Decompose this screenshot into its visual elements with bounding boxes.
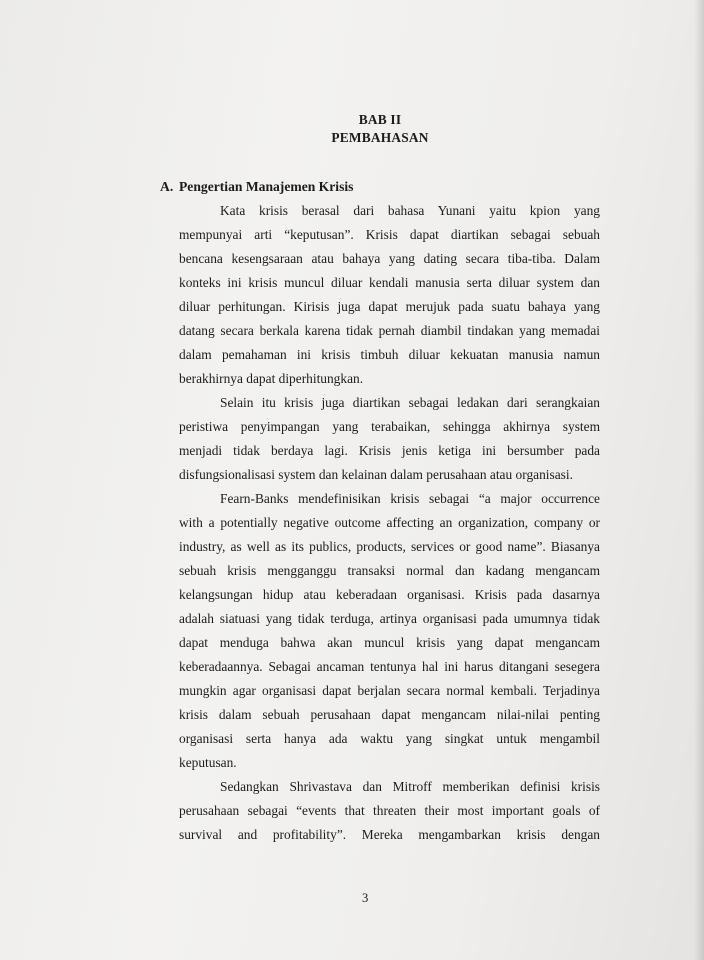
paragraph-line: mempunyai arti “keputusan”. Krisis dapat diartikan sebagai sebuah	[179, 227, 600, 242]
paragraph-line: keputusan.	[179, 755, 237, 770]
paragraph-line: dapat menduga bahwa akan muncul krisis yang dapat mengancam	[179, 635, 600, 650]
chapter-title: PEMBAHASAN	[331, 130, 429, 145]
paragraph-line: kelangsungan hidup atau keberadaan organisasi. Krisis pada dasarnya	[179, 587, 600, 602]
paragraph-line: keberadaannya. Sebagai ancaman tentunya hal ini harus ditangani sesegera	[179, 659, 600, 674]
paragraph-line: with a potentially negative outcome affecting an organization, company or	[179, 515, 600, 530]
section-marker: A.	[160, 179, 174, 194]
page-number: 3	[362, 891, 369, 905]
paragraph-line: datang secara berkala karena tidak pernah diambil tindakan yang memadai	[179, 323, 600, 338]
paragraph-line: organisasi serta hanya ada waktu yang singkat untuk mengambil	[179, 731, 600, 746]
paragraph-line: disfungsionalisasi system dan kelainan dalam perusahaan atau organisasi.	[179, 467, 573, 482]
paragraph-line: menjadi tidak berdaya lagi. Krisis jenis ketiga ini bersumber pada	[179, 443, 600, 458]
paragraph-line: Selain itu krisis juga diartikan sebagai ledakan dari serangkaian	[220, 395, 600, 410]
paragraph-line: industry, as well as its publics, products, services or good name”. Biasanya	[179, 539, 600, 554]
section-heading-text: Pengertian Manajemen Krisis	[179, 179, 354, 194]
chapter-number: BAB II	[358, 112, 402, 127]
paragraph-line: bencana kesengsaraan atau bahaya yang dating secara tiba-tiba. Dalam	[179, 251, 600, 266]
paragraph-line: diluar perhitungan. Kirisis juga dapat merujuk pada suatu bahaya yang	[179, 299, 600, 314]
paragraph-line: Fearn-Banks mendefinisikan krisis sebagai “a major occurrence	[220, 491, 600, 506]
paragraph-line: krisis dalam sebuah perusahaan dapat mengancam nilai-nilai penting	[179, 707, 600, 722]
section-heading	[160, 179, 353, 195]
paragraph-line: Sedangkan Shrivastava dan Mitroff memberikan definisi krisis	[220, 779, 600, 794]
paragraph-line: mungkin agar organisasi dapat berjalan secara normal kembali. Terjadinya	[179, 683, 600, 698]
paragraph-line: peristiwa penyimpangan yang terabaikan, sehingga akhirnya system	[179, 419, 600, 434]
paragraph-line: sebuah krisis mengganggu transaksi normal dan kadang mengancam	[179, 563, 600, 578]
paragraph-line: konteks ini krisis muncul diluar kendali manusia serta diluar system dan	[179, 275, 600, 290]
paragraph-line: dalam pemahaman ini krisis timbuh diluar kekuatan manusia namun	[179, 347, 600, 362]
paragraph-line: Kata krisis berasal dari bahasa Yunani yaitu kpion yang	[220, 203, 600, 218]
paragraph-line: survival and profitability”. Mereka mengambarkan krisis dengan	[179, 827, 600, 842]
paragraph-line: perusahaan sebagai “events that threaten their most important goals of	[179, 803, 600, 818]
paragraph-line: berakhirnya dapat diperhitungkan.	[179, 371, 364, 386]
paragraph-line: adalah siatuasi yang tidak terduga, artinya organisasi pada umumnya tidak	[179, 611, 600, 626]
